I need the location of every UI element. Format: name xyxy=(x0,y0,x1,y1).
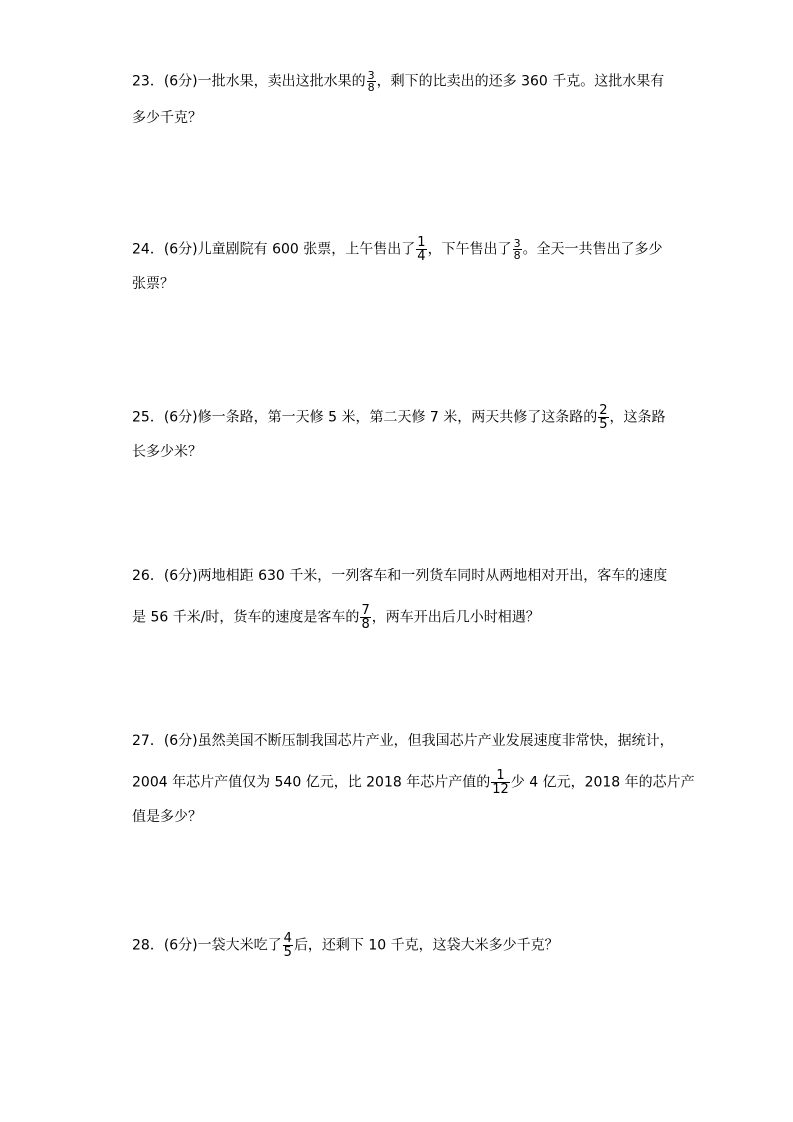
question-27-text-d: 值是多少？ xyxy=(132,809,202,825)
question-24-text-a: 24．(6分)儿童剧院有 600 张票，上午售出了 xyxy=(132,241,416,258)
question-24-text-b: ，下午售出了 xyxy=(427,241,512,258)
question-26-text-a: 26．(6分)两地相距 630 千米，一列客车和一列货车同时从两地相对开出，客车的速度 xyxy=(132,568,668,584)
fraction-2-5 xyxy=(598,404,608,431)
question-24-text-d: 张票？ xyxy=(132,276,174,292)
question-25-text-c: 长多少米？ xyxy=(132,444,202,460)
question-27-text-c: 少 4 亿元，2018 年的芯片产 xyxy=(510,774,695,791)
fraction-7-8 xyxy=(360,604,370,631)
numerator: 7 xyxy=(361,603,370,618)
question-27-line-2 xyxy=(132,768,695,797)
question-23-line-1 xyxy=(132,69,665,94)
question-23-text-c: 多少千克？ xyxy=(132,110,202,126)
denominator: 5 xyxy=(283,945,292,960)
question-28-text-b: 后，还剩下 10 千克，这袋大米多少千克？ xyxy=(293,937,559,954)
question-27-text-a: 27．(6分)虽然美国不断压制我国芯片产业，但我国芯片产业发展速度非常快，据统计， xyxy=(132,733,674,749)
question-24-text-c: 。全天一共售出了多少 xyxy=(522,241,663,258)
denominator: 5 xyxy=(599,417,608,432)
fraction-3-8 xyxy=(513,238,522,261)
question-27-text-b: 2004 年芯片产值仅为 540 亿元，比 2018 年芯片产值的 xyxy=(132,774,491,791)
question-26-line-2 xyxy=(132,603,540,632)
fraction-1-12 xyxy=(491,769,510,796)
question-28-line-1 xyxy=(132,931,559,960)
denominator: 8 xyxy=(361,617,370,632)
question-23-text-a: 23．(6分)一批水果，卖出这批水果的 xyxy=(132,73,366,90)
question-26-text-c: ，两车开出后几小时相遇？ xyxy=(371,609,540,626)
question-25-text-a: 25．(6分)修一条路，第一天修 5 米，第二天修 7 米，两天共修了这条路的 xyxy=(132,409,598,426)
question-25-text-b: ，这条路 xyxy=(609,409,666,426)
numerator: 3 xyxy=(513,237,521,250)
fraction-3-8 xyxy=(367,70,376,93)
denominator: 8 xyxy=(367,81,375,94)
numerator: 1 xyxy=(417,235,426,250)
question-27-line-1 xyxy=(132,731,674,751)
question-27-line-3 xyxy=(132,807,202,827)
denominator: 4 xyxy=(417,249,426,264)
denominator: 12 xyxy=(492,782,509,797)
numerator: 3 xyxy=(367,69,375,82)
question-25-line-1 xyxy=(132,403,666,432)
question-24-line-2 xyxy=(132,274,174,294)
question-26-text-b: 是 56 千米/时，货车的速度是客车的 xyxy=(132,609,360,626)
numerator: 2 xyxy=(599,403,608,418)
question-25-line-2 xyxy=(132,442,202,462)
numerator: 4 xyxy=(283,931,292,946)
question-23-line-2 xyxy=(132,108,202,128)
denominator: 8 xyxy=(513,249,521,262)
fraction-1-4 xyxy=(416,236,426,263)
numerator: 1 xyxy=(491,769,510,783)
fraction-4-5 xyxy=(283,932,293,959)
question-26-line-1 xyxy=(132,566,667,586)
question-23-text-b: ，剩下的比卖出的还多 360 千克。这批水果有 xyxy=(376,73,665,90)
question-24-line-1 xyxy=(132,235,663,264)
question-28-text-a: 28．(6分)一袋大米吃了 xyxy=(132,937,282,954)
